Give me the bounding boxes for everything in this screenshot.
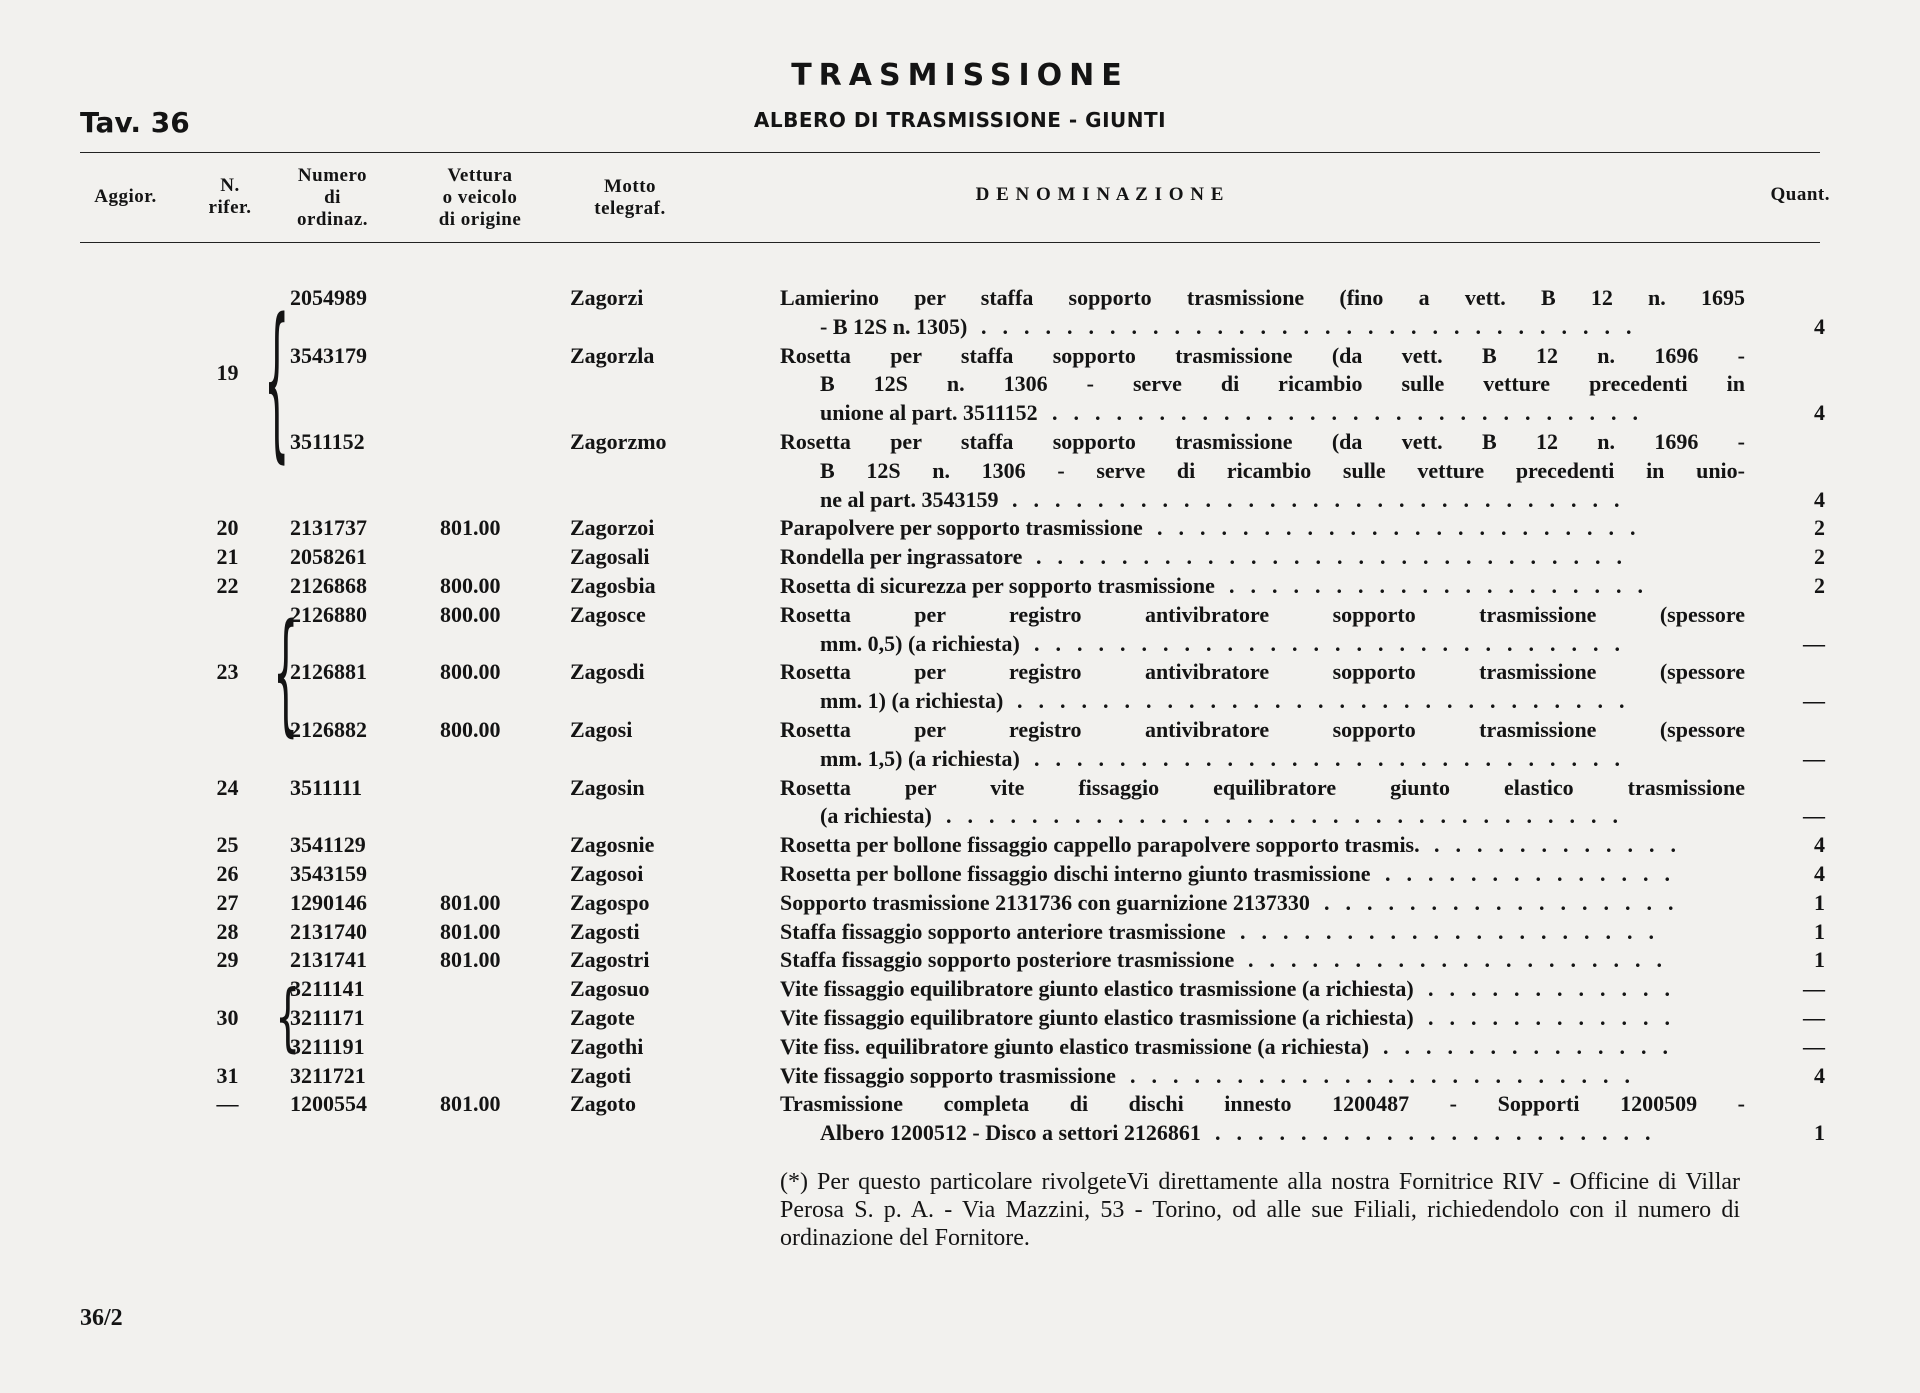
part-number: 2058261 [290,544,367,570]
brace-group-19: { [264,287,290,481]
header-bottom-rule [80,242,1820,243]
description-line: Rosetta per bollone fissaggio cappello parapolvere sopporto trasmis. [780,832,1420,858]
description-line: Vite fissaggio sopporto trasmissione [780,1062,1116,1088]
description-line: Rosetta per registro antivibratore sopporto trasmissione (spessore [780,659,1745,685]
description-line: B 12S n. 1306 - serve di ricambio sulle vetture precedenti in unio- [820,457,1745,483]
column-header-denominazione: D E N O M I N A Z I O N E [975,184,1225,205]
description-line: Lamierino per staffa sopporto trasmissione (fino a vett. B 12 n. 1695 [780,285,1745,310]
column-header-vettura: Vettura o veicolo di origine [438,165,522,230]
part-number: 2126882 [290,717,367,742]
description-line: Vite fissaggio equilibratore giunto elastico trasmissione (a richiesta) [780,1005,1414,1030]
leader-dots: ............................... [981,313,1648,339]
telegraph-code: Zagosce [570,601,646,627]
row-ref: 28 [216,918,239,944]
leader-dots: .................... [1248,947,1678,973]
description-line: Staffa fissaggio sopporto anteriore trasmissione [780,918,1226,944]
brace-group-23: { [273,599,299,751]
brace-group-30: { [275,976,301,1062]
row-ref: 25 [216,832,239,858]
telegraph-code: Zagorzoi [570,515,655,541]
row-ref: 24 [216,774,239,800]
vehicle-origin: 801.00 [440,515,501,541]
telegraph-code: Zagote [570,1005,635,1030]
telegraph-code: Zagosi [570,717,633,742]
leader-dots: ..................... [1215,1120,1667,1146]
row-ref: 27 [216,889,239,915]
telegraph-code: Zagorzi [570,285,644,310]
part-number: 1290146 [290,889,367,915]
description-line: Rosetta di sicurezza per sopporto trasmissione [780,573,1215,598]
part-number: 3211141 [290,976,365,1002]
quantity: 4 [1814,1062,1825,1088]
quantity: 4 [1814,486,1825,512]
description-line: B 12S n. 1306 - serve di ricambio sulle vetture precedenti in [820,371,1745,397]
part-number: 3211171 [290,1005,365,1030]
leader-dots: ............ [1428,1005,1686,1030]
quantity: 4 [1814,861,1825,886]
description-line: Rosetta per registro antivibratore sopporto trasmissione (spessore [780,717,1745,742]
quantity: — [1803,630,1825,656]
telegraph-code: Zagoto [570,1091,636,1117]
part-number: 2131741 [290,947,367,973]
quantity: — [1803,688,1825,714]
telegraph-code: Zagosoi [570,861,644,886]
quantity: 2 [1814,573,1825,598]
description-line: Rosetta per bollone fissaggio dischi interno giunto trasmissione [780,861,1371,886]
description-line: ne al part. 3543159 [820,486,999,512]
description-line: Parapolvere per sopporto trasmissione [780,515,1143,541]
row-ref: 26 [216,861,239,886]
leader-dots: ........................ [1130,1062,1646,1088]
part-number: 1200554 [290,1091,367,1117]
row-ref: 29 [216,947,239,973]
telegraph-code: Zagospo [570,889,650,915]
telegraph-code: Zagosuo [570,976,650,1002]
vehicle-origin: 800.00 [440,659,501,685]
quantity: — [1803,1033,1825,1059]
quantity: 4 [1814,313,1825,339]
telegraph-code: Zagosali [570,544,650,570]
part-number: 3543159 [290,861,367,886]
vehicle-origin: 801.00 [440,918,501,944]
column-header-motto: Motto telegraf. [594,176,666,219]
quantity: 4 [1814,400,1825,426]
column-header-aggior: Aggior. [94,186,157,207]
description-line: Rosetta per vite fissaggio equilibratore giunto elastico trasmissione [780,774,1745,800]
description-line: Staffa fissaggio sopporto posteriore trasmissione [780,947,1235,973]
quantity: 1 [1814,1120,1825,1146]
vehicle-origin: 800.00 [440,601,501,627]
quantity: 1 [1814,918,1825,944]
description-line: unione al part. 3511152 [820,400,1038,426]
leader-dots: ............ [1434,832,1692,858]
part-number: 2054989 [290,285,367,310]
telegraph-code: Zagostri [570,947,650,973]
description-line: mm. 0,5) (a richiesta) [820,630,1020,656]
leader-dots: .............. [1385,861,1686,886]
row-ref: 19 [216,359,239,385]
part-number: 3541129 [290,832,366,858]
leader-dots: ............ [1428,976,1686,1002]
part-number: 3511152 [290,429,365,454]
leader-dots: ............................ [1052,400,1654,426]
page-number: 36/2 [80,1305,123,1331]
part-number: 3211191 [290,1033,365,1059]
quantity: 1 [1814,889,1825,915]
description-line: Vite fiss. equilibratore giunto elastico trasmissione (a richiesta) [780,1033,1370,1059]
part-number: 2126880 [290,601,367,627]
row-ref: 31 [216,1062,239,1088]
part-number: 3511111 [290,774,363,800]
header-top-rule [80,152,1820,153]
leader-dots: .................... [1229,573,1659,598]
table-reference: Tav. 36 [80,106,190,139]
description-line: Rosetta per staffa sopporto trasmissione (da vett. B 12 n. 1696 - [780,342,1745,368]
row-ref: — [216,1091,239,1117]
telegraph-code: Zagothi [570,1033,644,1059]
page-subtitle: ALBERO DI TRASMISSIONE - GIUNTI [753,108,1167,132]
row-ref: 20 [216,515,239,541]
quantity: — [1803,745,1825,771]
telegraph-code: Zagosdi [570,659,645,685]
description-line: mm. 1) (a richiesta) [820,688,1004,714]
row-ref: 21 [216,544,239,570]
description-line: mm. 1,5) (a richiesta) [820,745,1020,771]
description-line: Rosetta per registro antivibratore sopporto trasmissione (spessore [780,601,1745,627]
part-number: 2126868 [290,573,367,598]
leader-dots: ................................ [946,803,1634,829]
quantity: 2 [1814,544,1825,570]
row-ref: 30 [216,1005,239,1030]
row-ref: 23 [216,659,239,685]
telegraph-code: Zagoti [570,1062,632,1088]
telegraph-code: Zagosti [570,918,640,944]
part-number: 2131737 [290,515,367,541]
description-line: (a richiesta) [820,803,932,829]
page-title: TRASMISSIONE [791,58,1129,93]
quantity: — [1803,1005,1825,1030]
telegraph-code: Zagosbia [570,573,656,598]
quantity: 1 [1814,947,1825,973]
leader-dots: .............. [1383,1033,1684,1059]
leader-dots: ....................... [1157,515,1652,541]
vehicle-origin: 801.00 [440,889,501,915]
description-line: Albero 1200512 - Disco a settori 2126861 [820,1120,1201,1146]
quantity: — [1803,976,1825,1002]
vehicle-origin: 801.00 [440,947,501,973]
description-line: Trasmissione completa di dischi innesto 1200487 - Sopporti 1200509 - [780,1091,1745,1117]
telegraph-code: Zagorzmo [570,429,667,454]
part-number: 2126881 [290,659,367,685]
telegraph-code: Zagorzla [570,342,655,368]
description-line: Rondella per ingrassatore [780,544,1023,570]
row-ref: 22 [216,573,239,598]
part-number: 3211721 [290,1062,366,1088]
telegraph-code: Zagosin [570,774,645,800]
quantity: — [1803,803,1825,829]
column-header-rifer: N. rifer. [208,175,252,218]
leader-dots: .................... [1240,918,1670,944]
part-number: 3543179 [290,342,367,368]
leader-dots: ............................. [1012,486,1636,512]
leader-dots: ............................ [1034,630,1636,656]
description-line: Sopporto trasmissione 2131736 con guarnizione 2137330 [780,889,1310,915]
leader-dots: ............................ [1036,544,1638,570]
quantity: 2 [1814,515,1825,541]
footnote: (*) Per questo particolare rivolgeteVi direttamente alla nostra Fornitrice RIV - Officine di Villar Perosa S. p. A. - Via Mazzini, 53 - Torino, od alle sue Filiali, richiedendolo con il numero di ordinazione del Fornitore. [780,1169,1740,1251]
column-header-quant: Quant. [1770,184,1830,205]
leader-dots: ............................ [1034,745,1636,771]
vehicle-origin: 800.00 [440,573,501,598]
description-line: Vite fissaggio equilibratore giunto elastico trasmissione (a richiesta) [780,976,1414,1002]
quantity: 4 [1814,832,1825,858]
vehicle-origin: 800.00 [440,717,501,742]
leader-dots: ................. [1324,889,1690,915]
telegraph-code: Zagosnie [570,832,655,858]
leader-dots: ............................. [1017,688,1641,714]
part-number: 2131740 [290,918,367,944]
description-line: Rosetta per staffa sopporto trasmissione (da vett. B 12 n. 1696 - [780,429,1745,454]
column-header-numero: Numero di ordinaz. [296,165,369,230]
vehicle-origin: 801.00 [440,1091,501,1117]
description-line: - B 12S n. 1305) [820,313,968,339]
